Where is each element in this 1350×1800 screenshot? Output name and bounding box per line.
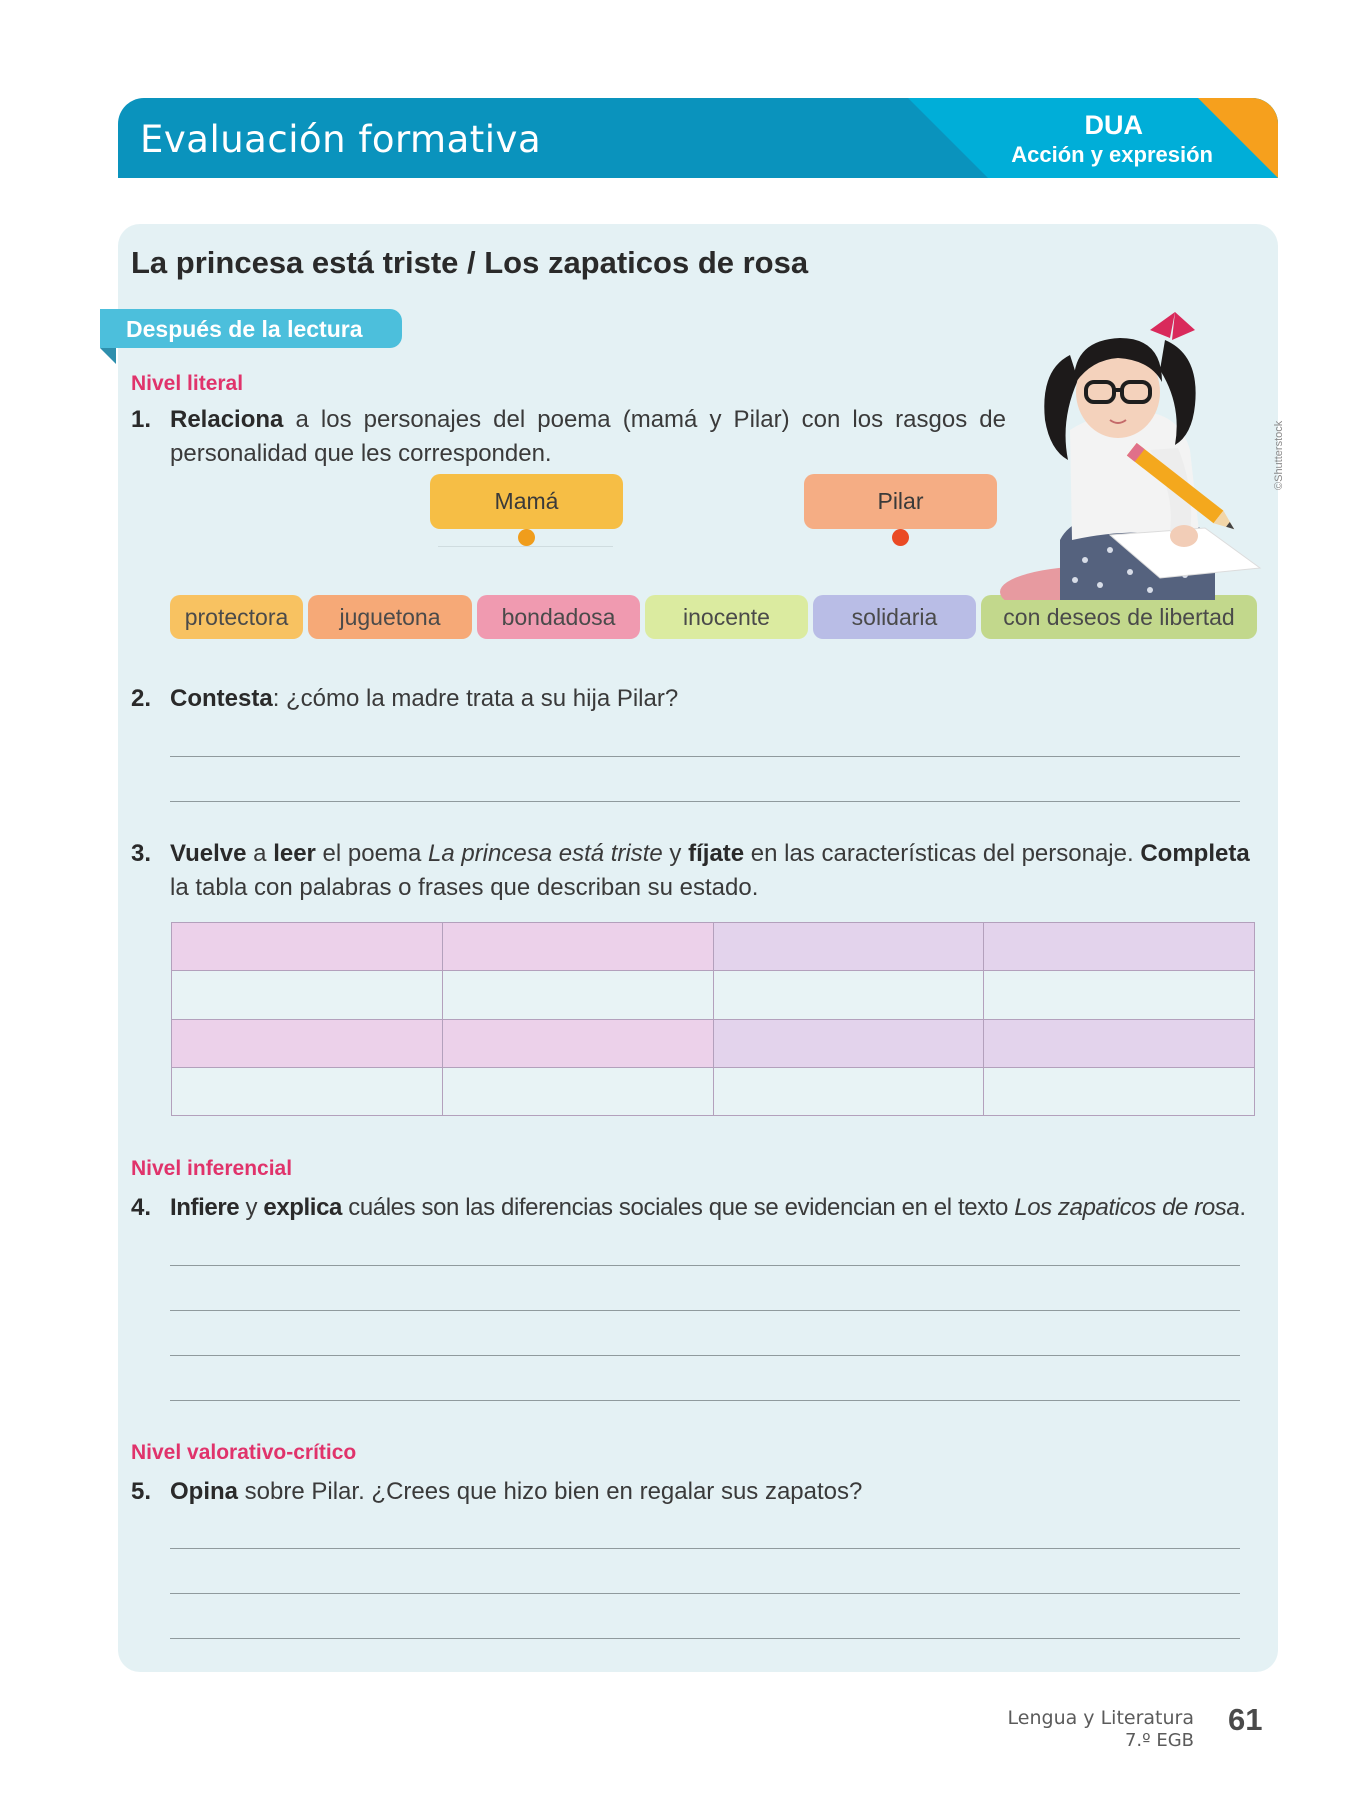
question-5 bbox=[131, 1475, 1231, 1509]
trait-chip[interactable]: inocente bbox=[645, 595, 808, 639]
action-verb: leer bbox=[273, 840, 316, 867]
footer-subject: Lengua y Literatura bbox=[1007, 1707, 1194, 1729]
answer-line[interactable] bbox=[170, 756, 1240, 757]
table-cell[interactable] bbox=[172, 1067, 443, 1115]
hair-bow bbox=[1150, 312, 1195, 340]
level-literal: Nivel literal bbox=[131, 372, 244, 395]
question-text bbox=[170, 403, 1006, 471]
trait-chip[interactable]: con deseos de libertad bbox=[981, 595, 1257, 639]
action-verb: Opina bbox=[170, 1478, 239, 1505]
phase-tab: Después de la lectura bbox=[100, 309, 402, 348]
character-mama[interactable]: Mamá bbox=[430, 474, 623, 529]
action-verb: explica bbox=[263, 1194, 342, 1221]
phase-tab-fold bbox=[100, 348, 116, 364]
level-inferencial: Nivel inferencial bbox=[131, 1157, 293, 1180]
question-number: 4. bbox=[131, 1194, 152, 1221]
answer-line[interactable] bbox=[170, 1265, 1240, 1266]
table-cell[interactable] bbox=[713, 923, 984, 971]
table-cell[interactable] bbox=[442, 1067, 713, 1115]
table-cell[interactable] bbox=[984, 923, 1255, 971]
question-body: sobre Pilar. ¿Crees que hizo bien en regalar sus zapatos? bbox=[238, 1478, 863, 1505]
question-number: 3. bbox=[131, 840, 152, 867]
action-verb: Infiere bbox=[170, 1194, 240, 1221]
question-body: a bbox=[246, 840, 274, 867]
question-body: el poema bbox=[315, 840, 428, 867]
action-verb: Vuelve bbox=[170, 840, 247, 867]
question-4 bbox=[131, 1191, 1271, 1225]
table-cell[interactable] bbox=[984, 1067, 1255, 1115]
question-number: 2. bbox=[131, 685, 152, 712]
header-banner bbox=[118, 98, 1278, 178]
action-verb: fíjate bbox=[688, 840, 745, 867]
table-cell[interactable] bbox=[713, 971, 984, 1019]
page-number: 61 bbox=[1228, 1702, 1263, 1737]
question-body: . bbox=[1239, 1194, 1246, 1221]
table-row bbox=[172, 1067, 1255, 1115]
question-text bbox=[170, 837, 1259, 905]
table-cell[interactable] bbox=[442, 923, 713, 971]
table-cell[interactable] bbox=[172, 923, 443, 971]
question-body: a los personajes del poema (mamá y Pilar) con los rasgos de personalidad que les corresponden. bbox=[170, 406, 1006, 467]
level-valorativo: Nivel valorativo-crítico bbox=[131, 1441, 357, 1464]
trait-chip[interactable]: solidaria bbox=[813, 595, 976, 639]
question-body: en las características del personaje. bbox=[744, 840, 1141, 867]
table-cell[interactable] bbox=[172, 971, 443, 1019]
footer-grade: 7.º EGB bbox=[1124, 1730, 1194, 1751]
table-row bbox=[172, 1019, 1255, 1067]
answer-line[interactable] bbox=[170, 1548, 1240, 1549]
question-body: : ¿cómo la madre trata a su hija Pilar? bbox=[272, 685, 679, 712]
poem-title: La princesa está triste bbox=[427, 840, 663, 867]
answer-line[interactable] bbox=[170, 1593, 1240, 1594]
answer-line[interactable] bbox=[170, 1355, 1240, 1356]
table-cell[interactable] bbox=[442, 971, 713, 1019]
dua-subtitle: Acción y expresión bbox=[1011, 142, 1213, 167]
hand bbox=[1170, 525, 1198, 547]
question-3 bbox=[131, 837, 1259, 905]
question-text bbox=[170, 1475, 1231, 1509]
image-credit: ©Shutterstock bbox=[1273, 420, 1285, 490]
question-body: y bbox=[239, 1194, 264, 1221]
answer-line[interactable] bbox=[170, 1638, 1240, 1639]
answer-line[interactable] bbox=[170, 1310, 1240, 1311]
character-pilar[interactable]: Pilar bbox=[804, 474, 997, 529]
question-number: 5. bbox=[131, 1478, 152, 1505]
action-verb: Relaciona bbox=[170, 406, 284, 433]
table-row bbox=[172, 923, 1255, 971]
answer-line[interactable] bbox=[170, 801, 1240, 802]
action-verb: Completa bbox=[1140, 840, 1250, 867]
action-verb: Contesta bbox=[170, 685, 273, 712]
question-text bbox=[170, 1191, 1271, 1225]
question-body: y bbox=[662, 840, 689, 867]
table-cell[interactable] bbox=[442, 1019, 713, 1067]
trait-chip[interactable]: juguetona bbox=[308, 595, 472, 639]
girl-writing-illustration bbox=[1000, 300, 1270, 600]
table-cell[interactable] bbox=[713, 1019, 984, 1067]
question-number: 1. bbox=[131, 406, 152, 433]
table-cell[interactable] bbox=[984, 1019, 1255, 1067]
table-cell[interactable] bbox=[172, 1019, 443, 1067]
table-cell[interactable] bbox=[713, 1067, 984, 1115]
question-body: cuáles son las diferencias sociales que se evidencian en el texto bbox=[341, 1194, 1015, 1221]
text-title: Los zapaticos de rosa bbox=[1014, 1194, 1240, 1221]
section-title: Evaluación formativa bbox=[140, 118, 542, 161]
trait-chip[interactable]: protectora bbox=[170, 595, 303, 639]
table-row bbox=[172, 971, 1255, 1019]
answer-line[interactable] bbox=[170, 1400, 1240, 1401]
trait-chip[interactable]: bondadosa bbox=[477, 595, 640, 639]
question-text bbox=[170, 682, 1231, 716]
dua-label: DUA bbox=[1084, 110, 1143, 140]
divider bbox=[438, 546, 613, 547]
question-1 bbox=[131, 403, 1006, 471]
character-table bbox=[171, 922, 1255, 1116]
connector-dot-mama[interactable] bbox=[518, 529, 535, 546]
table-cell[interactable] bbox=[984, 971, 1255, 1019]
lesson-title: La princesa está triste / Los zapaticos de rosa bbox=[131, 245, 809, 280]
connector-dot-pilar[interactable] bbox=[892, 529, 909, 546]
question-2 bbox=[131, 682, 1231, 716]
question-body: la tabla con palabras o frases que describan su estado. bbox=[170, 874, 759, 901]
